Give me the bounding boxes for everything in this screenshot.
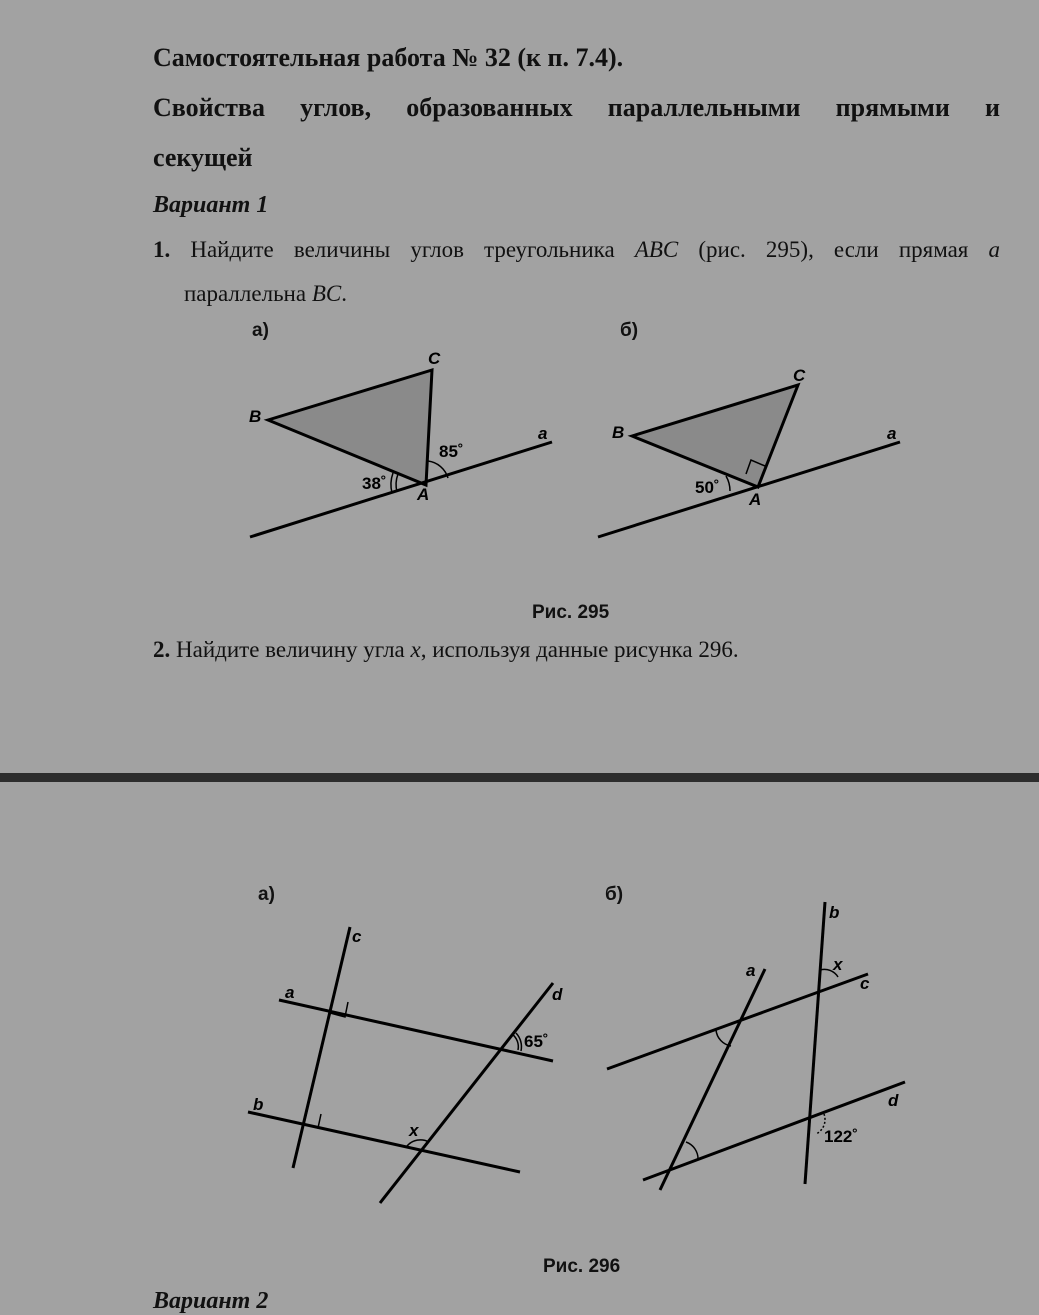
line-b-label: b — [829, 903, 840, 922]
angle-85-label: 85˚ — [439, 442, 464, 461]
line-a-label: a — [285, 983, 295, 1002]
vertex-a-label: A — [749, 490, 762, 509]
vertex-c-label: C — [793, 366, 806, 385]
line-c — [607, 974, 868, 1069]
fig296-caption: Рис. 296 — [543, 1256, 621, 1277]
line-b-label: b — [253, 1095, 264, 1114]
line-c-label: c — [352, 927, 362, 946]
vertex-b-label: B — [612, 423, 625, 442]
line-d-label: d — [552, 985, 563, 1004]
vertex-a-label: A — [417, 485, 430, 504]
line-d-label: d — [888, 1091, 899, 1110]
line-b — [248, 1112, 520, 1172]
line-c-label: c — [860, 974, 870, 993]
line-d — [643, 1082, 905, 1180]
task2-number: 2. — [153, 637, 171, 662]
angle-122-label: 122˚ — [824, 1127, 859, 1146]
task1-line-a: a — [988, 237, 1000, 262]
line-a — [660, 969, 765, 1190]
line-d — [380, 983, 553, 1203]
task1-abc: ABC — [634, 237, 679, 262]
fig296-b-label: б) — [605, 884, 624, 905]
next-variant-heading: Вариант 2 — [153, 1288, 269, 1314]
line-a-label: a — [746, 961, 756, 980]
task1-text-d: . — [341, 281, 347, 306]
angle-38-label: 38˚ — [362, 474, 387, 493]
vertex-c-label: C — [428, 349, 441, 368]
angle-arc-65 — [512, 1034, 518, 1050]
angle-50-label: 50˚ — [695, 478, 720, 497]
line-a-label: a — [538, 424, 548, 443]
fig296b — [607, 902, 905, 1190]
fig296-a-label: а) — [258, 884, 275, 905]
fig295-caption: Рис. 295 — [532, 602, 610, 623]
line-a-label: a — [887, 424, 897, 443]
fig295-b-label: б) — [620, 320, 639, 341]
angle-65-label: 65˚ — [524, 1032, 549, 1051]
topic-title-line1: Свойства углов, образованных параллельными прямыми и — [153, 93, 1000, 122]
fig296a — [248, 927, 563, 1203]
angle-x-label: x — [833, 955, 843, 974]
line-b — [805, 902, 825, 1184]
fig295-a-label: а) — [252, 320, 269, 341]
task2-text-b: , используя данные рисунка 296. — [420, 637, 739, 662]
page-title: Самостоятельная работа № 32 (к п. 7.4). — [153, 43, 624, 72]
topic-title-line2: секущей — [153, 143, 253, 172]
task1-text-b: (рис. 295), если прямая — [678, 237, 989, 262]
task1-text-c: параллельна — [184, 281, 312, 306]
task1-number: 1. — [153, 237, 171, 262]
task1-text-a: Найдите величины углов треугольника — [190, 237, 635, 262]
angle-arc-a-d — [686, 1142, 698, 1160]
task1-bc: BC — [311, 281, 342, 306]
vertex-b-label: B — [249, 407, 262, 426]
task2-text-a: Найдите величину угла — [176, 637, 411, 662]
angle-x-label: x — [409, 1121, 419, 1140]
task2-x: x — [410, 637, 421, 662]
variant-heading: Вариант 1 — [153, 192, 269, 218]
